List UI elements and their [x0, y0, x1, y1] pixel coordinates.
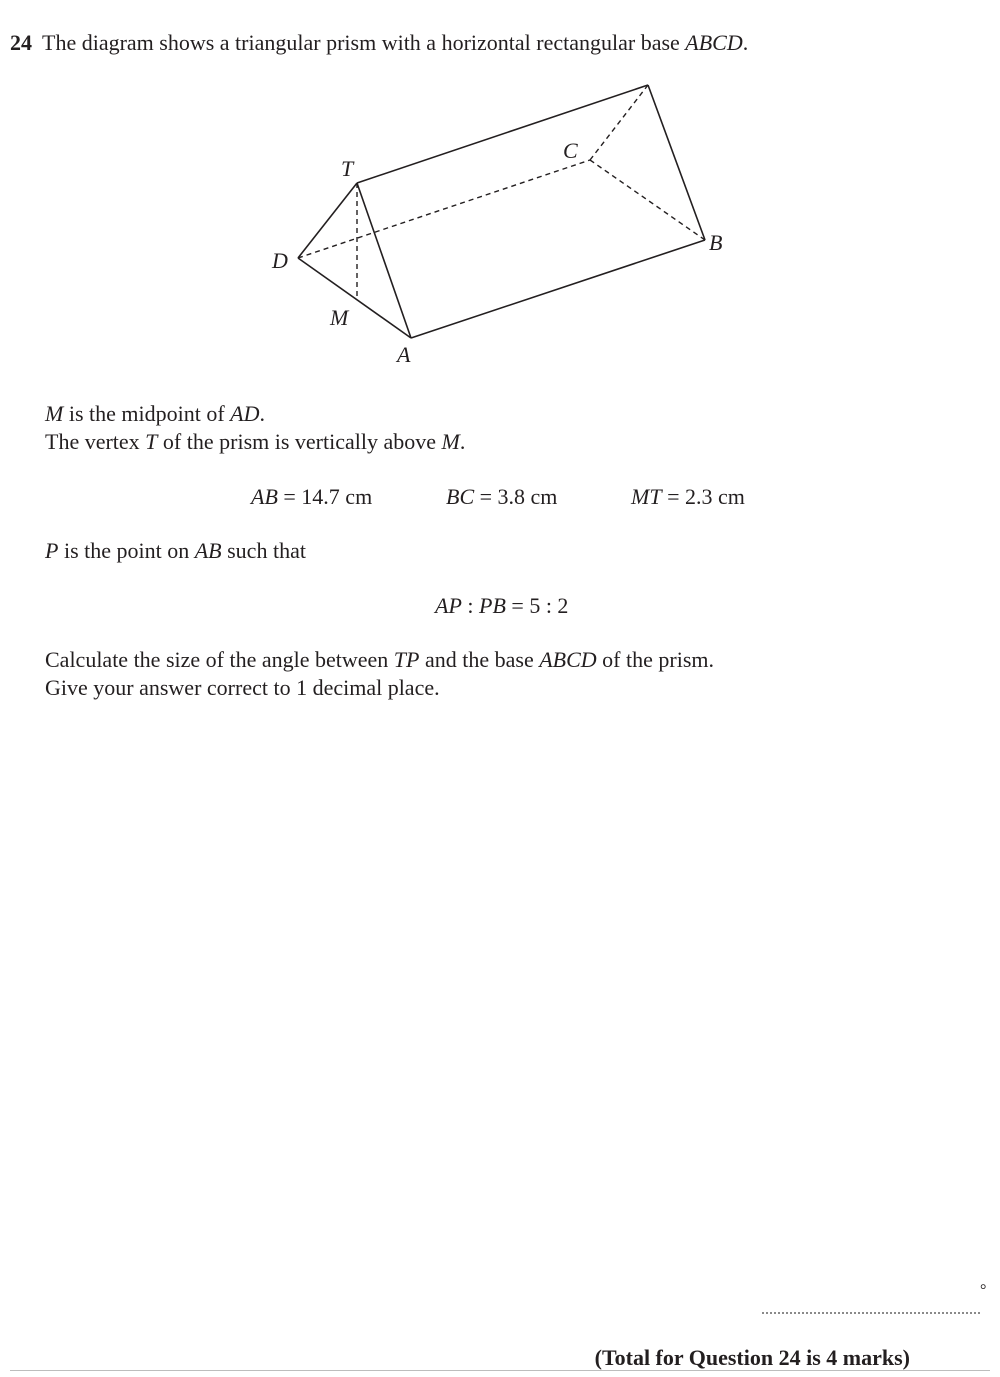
measurement-mt: MT = 2.3 cm — [631, 484, 745, 509]
label-C: C — [563, 138, 578, 163]
edge-CB — [590, 160, 705, 240]
edge-AB — [411, 240, 705, 338]
edge-C-ridge — [590, 85, 648, 160]
task-line-1: Calculate the size of the angle between TP and the base ABCD of the prism. — [45, 647, 714, 672]
question-intro: The diagram shows a triangular prism with a horizontal rectangular base — [42, 30, 686, 55]
label-A: A — [397, 342, 411, 367]
label-M: M — [330, 305, 349, 330]
prism-hidden-edges — [298, 85, 705, 298]
vertex-statement: The vertex T of the prism is vertically above M. — [45, 429, 466, 454]
measurement-ab: AB = 14.7 cm — [251, 484, 373, 509]
edge-DA — [298, 258, 411, 338]
label-D: D — [272, 248, 288, 273]
prism-diagram — [0, 0, 1000, 380]
midpoint-statement: M is the midpoint of AD. — [45, 401, 265, 426]
label-T: T — [341, 156, 354, 181]
point-p-statement: P is the point on AB such that — [45, 538, 306, 563]
edge-DT — [298, 183, 357, 258]
label-B: B — [709, 230, 723, 255]
measurement-bc: BC = 3.8 cm — [446, 484, 558, 509]
task-line-2: Give your answer correct to 1 decimal place. — [45, 675, 440, 700]
total-marks: (Total for Question 24 is 4 marks) — [594, 1345, 910, 1370]
base-name: ABCD — [685, 30, 743, 55]
edge-TA — [357, 183, 411, 338]
degree-symbol: ° — [980, 1282, 987, 1299]
prism-solid-edges — [298, 85, 705, 338]
answer-line[interactable] — [762, 1312, 980, 1314]
edge-top-ridge — [357, 85, 648, 183]
question-heading: 24 The diagram shows a triangular prism with a horizontal rectangular base ABCD. — [10, 30, 749, 55]
bottom-rule — [10, 1370, 990, 1371]
ratio-statement: AP : PB = 5 : 2 — [435, 593, 569, 618]
edge-ridge-B — [648, 85, 705, 240]
question-number: 24 — [10, 30, 32, 55]
